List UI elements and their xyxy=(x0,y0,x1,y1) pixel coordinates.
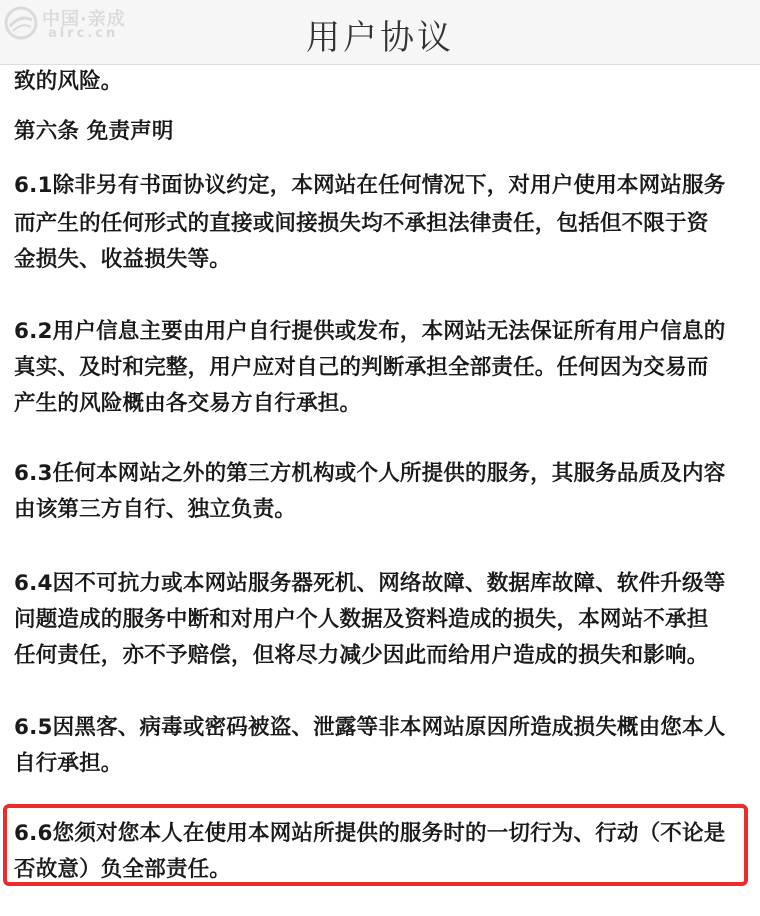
paragraph-line: 6.3任何本网站之外的第三方机构或个人所提供的服务，其服务品质及内容 xyxy=(14,461,726,486)
watermark-subtext: airc.cn xyxy=(48,26,119,41)
paragraph-line: 自行承担。 xyxy=(14,751,123,776)
paragraph-line: 致的风险。 xyxy=(14,69,123,94)
paragraph-line: 问题造成的服务中断和对用户个人数据及资料造成的损失，本网站不承担 xyxy=(14,607,709,632)
paragraph-line: 产生的风险概由各交易方自行承担。 xyxy=(14,391,362,416)
highlighted-line: 否故意）负全部责任。 xyxy=(14,857,232,882)
page-title: 用户协议 xyxy=(306,18,454,58)
paragraph-line: 6.5因黑客、病毒或密码被盗、泄露等非本网站原因所造成损失概由您本人 xyxy=(14,715,726,740)
highlighted-line: 6.6您须对您本人在使用本网站所提供的服务时的一切行为、行动（不论是 xyxy=(14,821,726,846)
paragraph-line: 6.4因不可抗力或本网站服务器死机、网络故障、数据库故障、软件升级等 xyxy=(14,571,726,596)
agreement-content[interactable] xyxy=(0,64,760,916)
watermark-text: 中国·亲成 xyxy=(42,9,126,30)
paragraph-line: 6.2用户信息主要由用户自行提供或发布，本网站无法保证所有用户信息的 xyxy=(14,319,726,344)
paragraph-line: 任何责任，亦不予赔偿，但将尽力减少因此而给用户造成的损失和影响。 xyxy=(14,643,709,668)
paragraph-line: 而产生的任何形式的直接或间接损失均不承担法律责任，包括但不限于资 xyxy=(14,211,709,236)
paragraph-line: 6.1除非另有书面协议约定，本网站在任何情况下，对用户使用本网站服务 xyxy=(14,173,726,198)
paragraph-line: 真实、及时和完整，用户应对自己的判断承担全部责任。任何因为交易而 xyxy=(14,355,709,380)
paragraph-line: 由该第三方自行、独立负责。 xyxy=(14,497,297,522)
paragraph-line: 金损失、收益损失等。 xyxy=(14,247,232,272)
app-header xyxy=(0,0,760,65)
section-heading: 第六条 免责声明 xyxy=(14,119,174,144)
